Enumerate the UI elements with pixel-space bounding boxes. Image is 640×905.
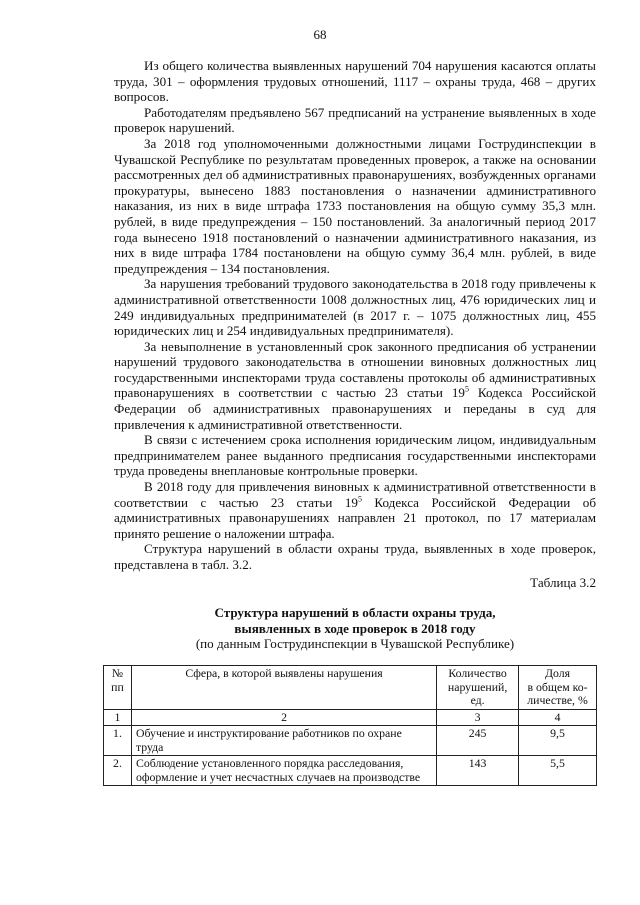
header-cell: № пп xyxy=(104,666,132,710)
violations-table xyxy=(103,665,597,786)
superscript: 5 xyxy=(357,494,362,504)
paragraph xyxy=(114,479,596,541)
paragraph: В связи с истечением срока исполнения юридическим лицом, индивидуальным предпринимателем ранее выданного предписания государственными инспекторами труда проведены внеплановые контрольные проверки. xyxy=(114,432,596,479)
paragraph: Работодателям предъявлено 567 предписаний на устранение выявленных в ходе проверок нарушений. xyxy=(114,104,596,136)
body-text xyxy=(114,58,596,652)
row-number: 1. xyxy=(104,726,132,756)
caption-subtitle: (по данным Гострудинспекции в Чувашской Республике) xyxy=(195,636,515,652)
paragraph-text: В 2018 году для привлечения виновных к административной ответственности в соответствии с частью 23 статьи 19 xyxy=(114,479,596,510)
table-index-row xyxy=(104,709,597,726)
row-share: 9,5 xyxy=(519,726,597,756)
caption-line: Структура нарушений в области охраны труда, xyxy=(214,605,496,621)
index-cell: 2 xyxy=(131,709,436,726)
paragraph: Структура нарушений в области охраны труда, выявленных в ходе проверок, представлена в табл. 3.2. xyxy=(114,541,596,572)
paragraph: За нарушения требований трудового законодательства в 2018 году привлечены к административной ответственности 1008 должностных лиц, 476 юридических лиц и 249 индивидуальных предпринимателей (в 2017 г. – 1075 должностных лиц, 455 юридических лиц и 254 индивидуальных предпринимателя). xyxy=(114,276,596,339)
row-quantity: 245 xyxy=(437,726,519,756)
paragraph-text: Кодекса Российской Федерации об административных правонарушениях направлен 21 протокол, по 17 материалам принято решение о наложении штрафа. xyxy=(114,494,596,541)
header-cell: Сфера, в которой выявлены нарушения xyxy=(131,666,436,710)
row-share: 5,5 xyxy=(519,756,597,786)
paragraph xyxy=(114,339,596,433)
header-cell: Количество нарушений, ед. xyxy=(437,666,519,710)
paragraph: Из общего количества выявленных нарушений 704 нарушения касаются оплаты труда, 301 – оформления трудовых отношений, 1117 – охраны труда, 468 – других вопросов. xyxy=(114,58,596,105)
index-cell: 4 xyxy=(519,709,597,726)
table-label: Таблица 3.2 xyxy=(530,574,596,590)
row-number: 2. xyxy=(104,756,132,786)
table-row xyxy=(104,756,597,786)
paragraph: За 2018 год уполномоченными должностными лицами Гострудинспекции в Чувашской Республике по результатам проведенных проверок, а также на основании рассмотренных дел об административных правонарушениях, возбужденных органами прокуратуры, вынесено 1883 постановления о назначении административного наказания, из них в виде штрафа 1733 постановления на общую сумму 35,3 млн. рублей, в виде предупреждения – 150 постановлений. За аналогичный период 2017 года вынесено 1918 постановлений о назначении административного наказания, из них в виде штрафа 1784 постановлени на общую сумму 36,4 млн. рублей, в виде предупреждения – 134 постановления. xyxy=(114,135,596,276)
table-caption xyxy=(114,605,596,652)
table-row xyxy=(104,726,597,756)
paragraph-text: Кодекса Российской Федерации об административных правонарушениях и переданы в суд для привлечения к административной ответственности. xyxy=(114,385,597,432)
index-cell: 1 xyxy=(104,709,132,726)
paragraph-text: За невыполнение в установленный срок законного предписания об устранении нарушений трудового законодательства в отношении виновных должностных лиц государственными инспекторами труда составлены протоколы об административных правонарушениях в соответствии с частью 23 статьи 19 xyxy=(114,338,596,401)
superscript: 5 xyxy=(464,385,469,395)
table-header-row xyxy=(104,666,597,710)
row-sphere: Обучение и инструктирование работников по охране труда xyxy=(131,726,436,756)
page-number: 68 xyxy=(313,27,327,42)
index-cell: 3 xyxy=(437,709,519,726)
header-cell: Доля в общем ко- личестве, % xyxy=(519,666,597,710)
row-sphere: Соблюдение установленного порядка расследования, оформление и учет несчастных случаев на производстве xyxy=(131,756,436,786)
caption-line: выявленных в ходе проверок в 2018 году xyxy=(234,620,476,636)
row-quantity: 143 xyxy=(437,756,519,786)
